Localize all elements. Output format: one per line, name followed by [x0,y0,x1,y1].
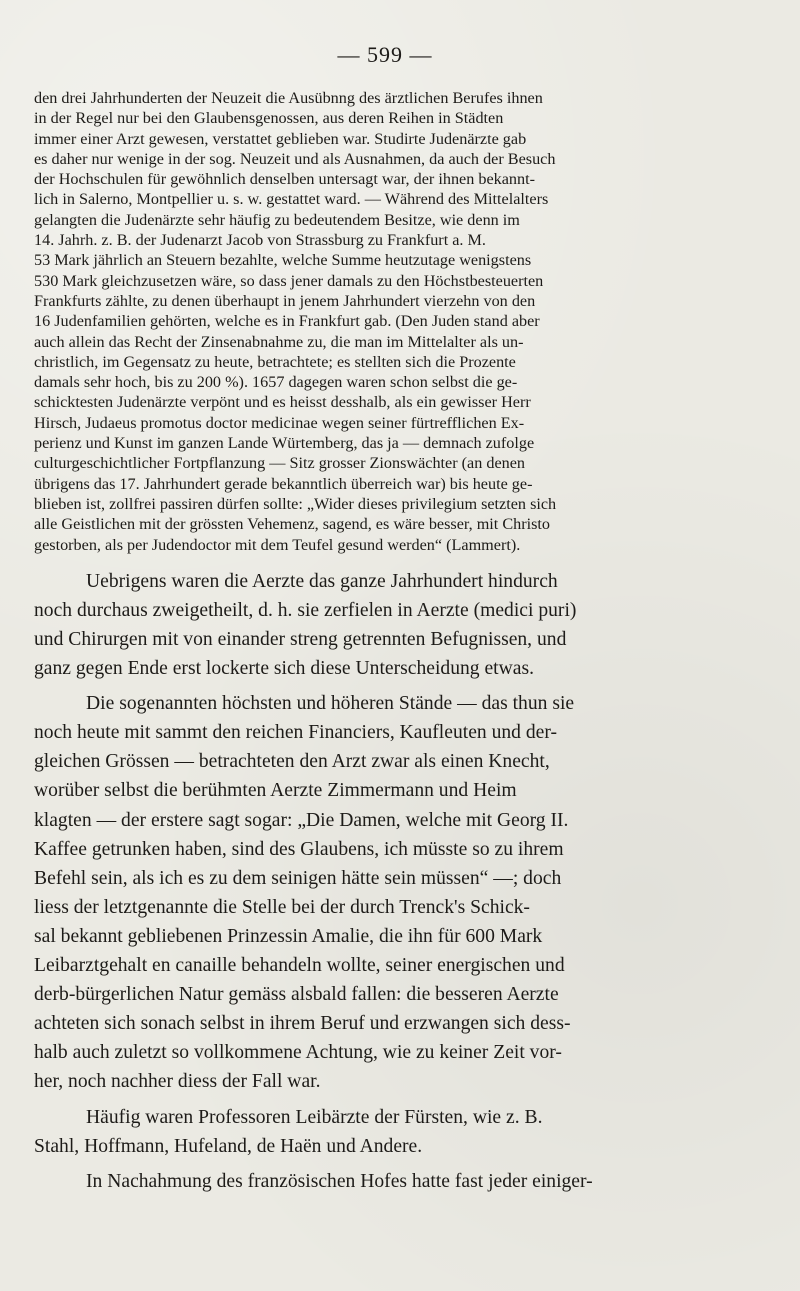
paragraph-line: achteten sich sonach selbst in ihrem Beruf und erzwangen sich dess- [34,1013,571,1035]
page-number: — 599 — [337,42,433,67]
paragraph-line: Häufig waren Professoren Leibärzte der Fürsten, wie z. B. [86,1106,543,1128]
footnote-line: in der Regel nur bei den Glaubensgenossen, aus deren Reihen in Städten [34,109,504,128]
footnote-block [34,88,736,555]
paragraph-line: ganz gegen Ende erst lockerte sich diese Unterscheidung etwas. [34,658,534,680]
paragraph-line: und Chirurgen mit von einander streng getrennten Befugnissen, und [34,629,567,651]
paragraph-line: Befehl sein, als ich es zu dem seinigen hätte sein müssen“ —; doch [34,867,562,889]
footnote-line: 530 Mark gleichzusetzen wäre, so dass jener damals zu den Höchstbesteuerten [34,271,544,290]
paragraph-line: Die sogenannten höchsten und höheren Stände — das thun sie [86,693,575,715]
paragraph-line: Uebrigens waren die Aerzte das ganze Jahrhundert hindurch [86,570,558,592]
footnote-line: es daher nur wenige in der sog. Neuzeit und als Ausnahmen, da auch der Besuch [34,149,556,168]
footnote-line: gestorben, als per Judendoctor mit dem Teufel gesund werden“ (Lammert). [34,535,521,554]
footnote-line: culturgeschichtlicher Fortpflanzung — Sitz grosser Zionswächter (an denen [34,454,526,473]
paragraph-line: derb-bürgerlichen Natur gemäss alsbald fallen: die besseren Aerzte [34,984,559,1006]
footnote-line: 14. Jahrh. z. B. der Judenarzt Jacob von Strassburg zu Frankfurt a. M. [34,231,486,250]
paragraph-line: liess der letztgenannte die Stelle bei der durch Trenck's Schick- [34,896,530,918]
paragraph-line: klagten — der erstere sagt sogar: „Die Damen, welche mit Georg II. [34,809,569,831]
paragraph-line: noch durchaus zweigetheilt, d. h. sie zerfielen in Aerzte (medici puri) [34,599,577,621]
paragraph-line: Kaffee getrunken haben, sind des Glaubens, ich müsste so zu ihrem [34,838,564,860]
footnote-line: Frankfurts zählte, zu denen überhaupt in jenem Jahrhundert vierzehn von den [34,291,536,310]
paragraph-line: gleichen Grössen — betrachteten den Arzt zwar als einen Knecht, [34,751,550,773]
section-gap [34,555,736,567]
footnote-line: den drei Jahrhunderten der Neuzeit die Ausübnng des ärztlichen Berufes ihnen [34,89,543,107]
footnote-line: perienz und Kunst im ganzen Lande Würtemberg, das ja — demnach zufolge [34,434,535,453]
footnote-line: gelangten die Judenärzte sehr häufig zu bedeutendem Besitze, wie denn im [34,210,520,229]
paragraph-line: worüber selbst die berühmten Aerzte Zimmermann und Heim [34,780,517,802]
footnote-line: immer einer Arzt gewesen, verstattet geblieben war. Studirte Judenärzte gab [34,129,527,148]
paragraph-line: Stahl, Hoffmann, Hufeland, de Haën und Andere. [34,1135,423,1157]
footnote-line: schicktesten Judenärzte verpönt und es heisst desshalb, als ein gewisser Herr [34,393,531,412]
paragraph-4 [34,1167,736,1196]
paragraph-2 [34,689,736,1096]
paragraph-line: In Nachahmung des französischen Hofes hatte fast jeder einiger- [86,1170,593,1192]
footnote-line: damals sehr hoch, bis zu 200 %). 1657 dagegen waren schon selbst die ge- [34,373,518,392]
footnote-line: 16 Judenfamilien gehörten, welche es in Frankfurt gab. (Den Juden stand aber [34,312,540,331]
paragraph-3 [34,1103,736,1161]
footnote-line: christlich, im Gegensatz zu heute, betrachtete; es stellten sich die Prozente [34,352,516,371]
footnote-line: alle Geistlichen mit der grössten Vehemenz, sagend, es wäre besser, mit Christo [34,515,551,534]
paragraph-line: Leibarztgehalt en canaille behandeln wollte, seiner energischen und [34,955,565,977]
paragraph-line: her, noch nachher diess der Fall war. [34,1071,321,1093]
footnote-line: 53 Mark jährlich an Steuern bezahlte, welche Summe heutzutage wenigstens [34,251,532,270]
footnote-line: Hirsch, Judaeus promotus doctor medicinae wegen seiner fürtrefflichen Ex- [34,413,525,432]
paragraph-line: noch heute mit sammt den reichen Financiers, Kaufleuten und der- [34,722,558,744]
footnote-line: blieben ist, zollfrei passiren dürfen sollte: „Wider dieses privilegium setzten sich [34,494,557,513]
paragraph-line: sal bekannt gebliebenen Prinzessin Amalie, die ihn für 600 Mark [34,925,543,947]
footnote-line: auch allein das Recht der Zinsenabnahme zu, die man im Mittelalter als un- [34,332,524,351]
paragraph-line: halb auch zuletzt so vollkommene Achtung, wie zu keiner Zeit vor- [34,1042,562,1064]
footnote-line: lich in Salerno, Montpellier u. s. w. gestattet ward. — Während des Mittelalters [34,190,549,209]
footnote-line: übrigens das 17. Jahrhundert gerade bekanntlich überreich war) bis heute ge- [34,474,533,493]
paragraph-1 [34,567,736,683]
footnote-line: der Hochschulen für gewöhnlich denselben untersagt war, der ihnen bekannt- [34,170,535,189]
